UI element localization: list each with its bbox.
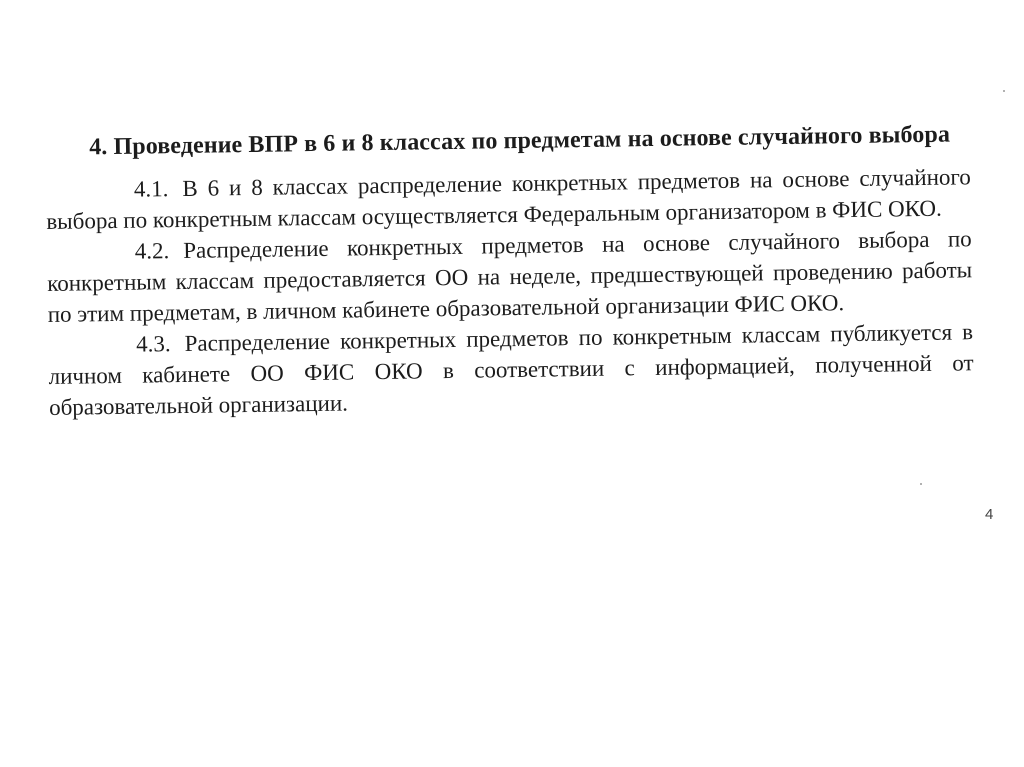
paragraph-text: Распределение конкретных предметов по конкретным классам публикуется в личном кабинете ОО ФИС ОКО в соответствии с информацией, полученной от образовательной организации. [48, 319, 974, 420]
section-heading: 4. Проведение ВПР в 6 и 8 классах по предметам на основе случайного выбора [89, 121, 951, 161]
paragraph-text: В 6 и 8 классах распределение конкретных предметов на основе случайного выбора по конкретным классам осуществляется Федеральным организатором в ФИС ОКО. [46, 164, 971, 234]
paragraph-text: Распределение конкретных предметов на основе случайного выбора по конкретным классам предоставляется ОО на неделе, предшествующей проведению работы по этим предметам, в личном кабинете образовательной организации ФИС ОКО. [47, 226, 973, 327]
paragraph-number: 4.1. [133, 176, 169, 202]
page-number: 4 [985, 506, 994, 523]
paragraph-4-3 [48, 316, 974, 423]
paragraph-4-2 [47, 223, 973, 330]
document-body [45, 118, 974, 423]
scan-speck [1003, 90, 1005, 92]
paragraph-number: 4.2. [134, 238, 170, 264]
paragraph-number: 4.3. [135, 331, 171, 357]
scan-speck [920, 483, 922, 485]
